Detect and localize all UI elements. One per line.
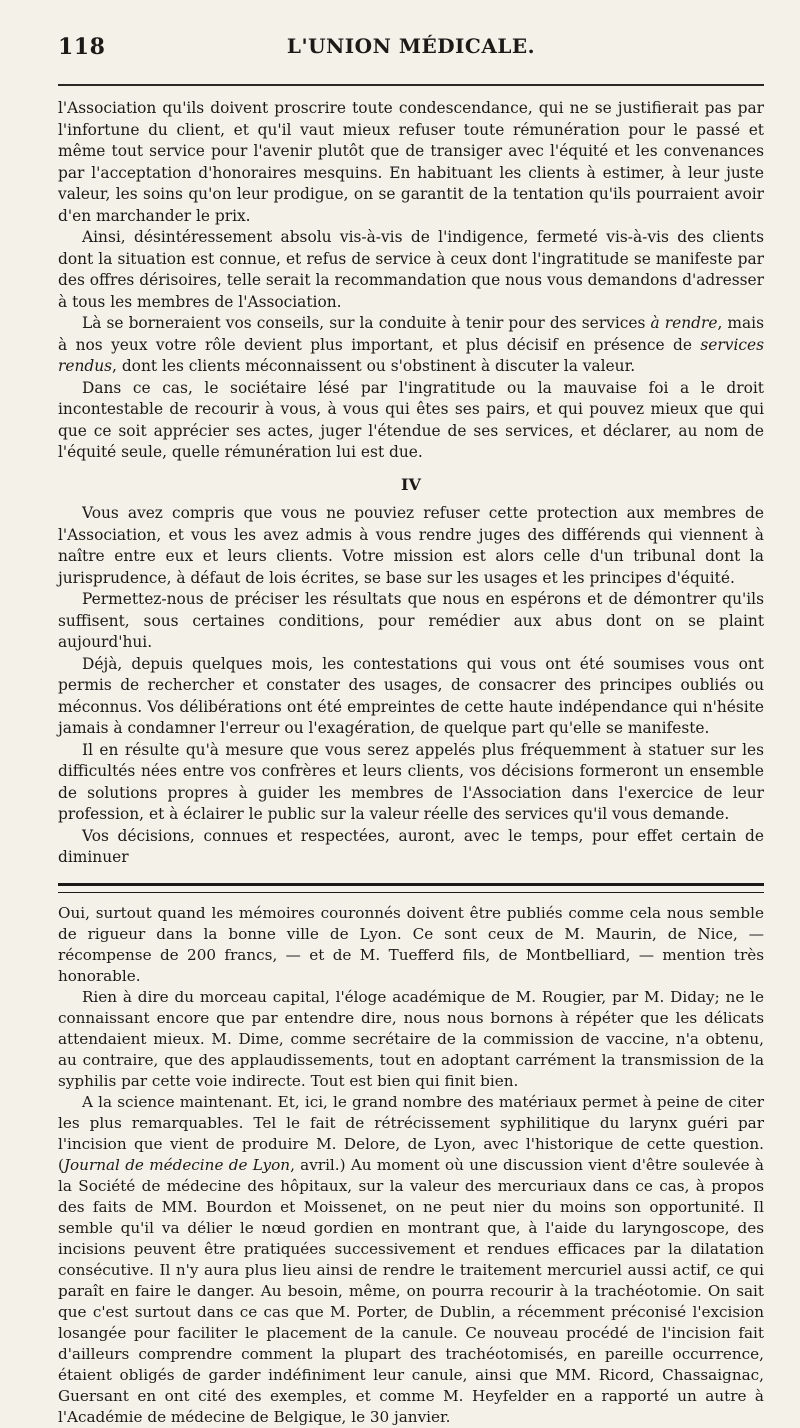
paragraph: Oui, surtout quand les mémoires couronnés doivent être publiés comme cela nous semble de rigueur dans la bonne ville de Lyon. Ce sont ceux de M. Maurin, de Nice, — récompense de 200 francs, — et de M. Tuefferd fils, de Montbelliard, — mention très honorable.: [58, 903, 764, 985]
paragraph: Là se borneraient vos conseils, sur la conduite à tenir pour des services à rendre, mais à nos yeux votre rôle devient plus important, et plus décisif en présence de services rendus, dont les clients méconnaissent ou s'obstinent à discuter la valeur.: [58, 314, 765, 375]
paragraph: Rien à dire du morceau capital, l'éloge académique de M. Rougier, par M. Diday; ne le connaissant encore que par entendre dire, nous nous bornons à répéter que les délicats attendaient mieux. M. Dime, comme secrétaire de la commission de vaccine, n'a obtenu, au contraire, que des applaudissements, tout en adoptant carrément la transmission de la syphilis par cette voie indirecte. Tout est bien qui finit bien.: [58, 987, 764, 1090]
section-number: IV: [401, 474, 421, 494]
paragraph: Vos décisions, connues et respectées, auront, avec le temps, pour effet certain de diminuer: [58, 826, 764, 866]
feuilleton-text: [58, 903, 764, 1428]
paragraph: Dans ce cas, le sociétaire lésé par l'ingratitude ou la mauvaise foi a le droit incontestable de recourir à vous, à vous qui êtes ses pairs, et qui pouvez mieux que qui que ce soit apprécier ses actes, juger l'étendue de ses services, et déclarer, au nom de l'équité seule, quelle rémunération lui est due.: [58, 378, 764, 461]
page-header: [58, 34, 764, 74]
main-text: [58, 98, 764, 869]
paragraph: Vous avez compris que vous ne pouviez refuser cette protection aux membres de l'Association, et vous les avez admis à vous rendre juges des différends qui viennent à naître entre eux et leurs clients. Votre mission est alors celle d'un tribunal dont la jurisprudence, à défaut de lois écrites, se base sur les usages et les principes d'équité.: [58, 504, 764, 587]
paragraph: Permettez-nous de préciser les résultats que nous en espérons et de démontrer qu'ils suffisent, sous certaines conditions, pour remédier aux abus dont on se plaint aujourd'hui.: [58, 590, 764, 651]
italic-phrase: à rendre: [650, 314, 718, 332]
paragraph: l'Association qu'ils doivent proscrire toute condescendance, qui ne se justifierait pas par l'infortune du client, et qu'il vaut mieux refuser toute rémunération pour le passé et même tout service pour l'avenir plutôt que de transiger avec l'équité et les convenances par l'acceptation d'honoraires mesquins. En habituant les clients à estimer, à leur juste valeur, les soins qu'on leur prodigue, on se garantit de la tentation qu'ils pourraient avoir d'en marchander le prix.: [58, 99, 764, 225]
feuilleton-separator: [58, 883, 764, 893]
paragraph: A la science maintenant. Et, ici, le grand nombre des matériaux permet à peine de citer les plus remarquables. Tel le fait de rétrécissement syphilitique du larynx guéri par l'incision que vient de produire M. Delore, de Lyon, avec l'historique de cette question. (Journal de médecine de Lyon, avril.) Au moment où une discussion vient d'être soulevée à la Société de médecine des hôpitaux, sur la valeur des mercuriaux dans ce cas, à propos des faits de MM. Bourdon et Moissenet, on ne peut nier du moins son opportunité. Il semble qu'il va délier le nœud gordien en montrant que, à l'aide du laryngoscope, des incisions peuvent être pratiquées successivement et rendues efficaces par la dilatation consécutive. Il n'y aura plus lieu ainsi de rendre le traitement mercuriel aussi actif, ce qui paraît en faire le danger. Au besoin, même, on pourra recourir à la trachéotomie. On sait que c'est surtout dans ce cas que M. Porter, de Dublin, a récemment préconisé l'excision losangée pour faciliter le placement de la canule. Ce nouveau procédé de l'incision fait d'ailleurs comprendre comment la plupart des trachéotomisés, en pareille occurrence, étaient obligés de garder indéfiniment leur canule, ainsi que MM. Ricord, Chassaignac, Guersant en ont cité des exemples, et comme M. Heyfelder en a rapporté un autre à l'Académie de médecine de Belgique, le 30 janvier.: [58, 1092, 764, 1426]
paragraph: Déjà, depuis quelques mois, les contestations qui vous ont été soumises vous ont permis de rechercher et constater des usages, de consacrer des principes oubliés ou méconnus. Vos délibérations ont été empreintes de cette haute indépendance qui n'hésite jamais à condamner l'erreur ou l'exagération, de quelque part qu'elle se manifeste.: [58, 654, 764, 737]
paragraph: Ainsi, désintéressement absolu vis-à-vis de l'indigence, fermeté vis-à-vis des clients dont la situation est connue, et refus de service à ceux dont l'ingratitude se manifeste par des offres dérisoires, telle serait la recommandation que nous vous demandons d'adresser à tous les membres de l'Association.: [58, 228, 764, 311]
italic-phrase: services rendus: [58, 335, 764, 375]
header-rule: [58, 84, 764, 86]
italic-phrase: Journal de médecine de Lyon: [63, 1155, 291, 1174]
page-number: 118: [58, 34, 106, 60]
running-title: L'UNION MÉDICALE.: [286, 34, 536, 58]
paragraph: Il en résulte qu'à mesure que vous serez appelés plus fréquemment à statuer sur les difficultés nées entre vos confrères et leurs clients, vos décisions formeront un ensemble de solutions propres à guider les membres de l'Association dans l'exercice de leur profession, et à éclairer le public sur la valeur réelle des services qu'il vous demande.: [58, 740, 764, 823]
